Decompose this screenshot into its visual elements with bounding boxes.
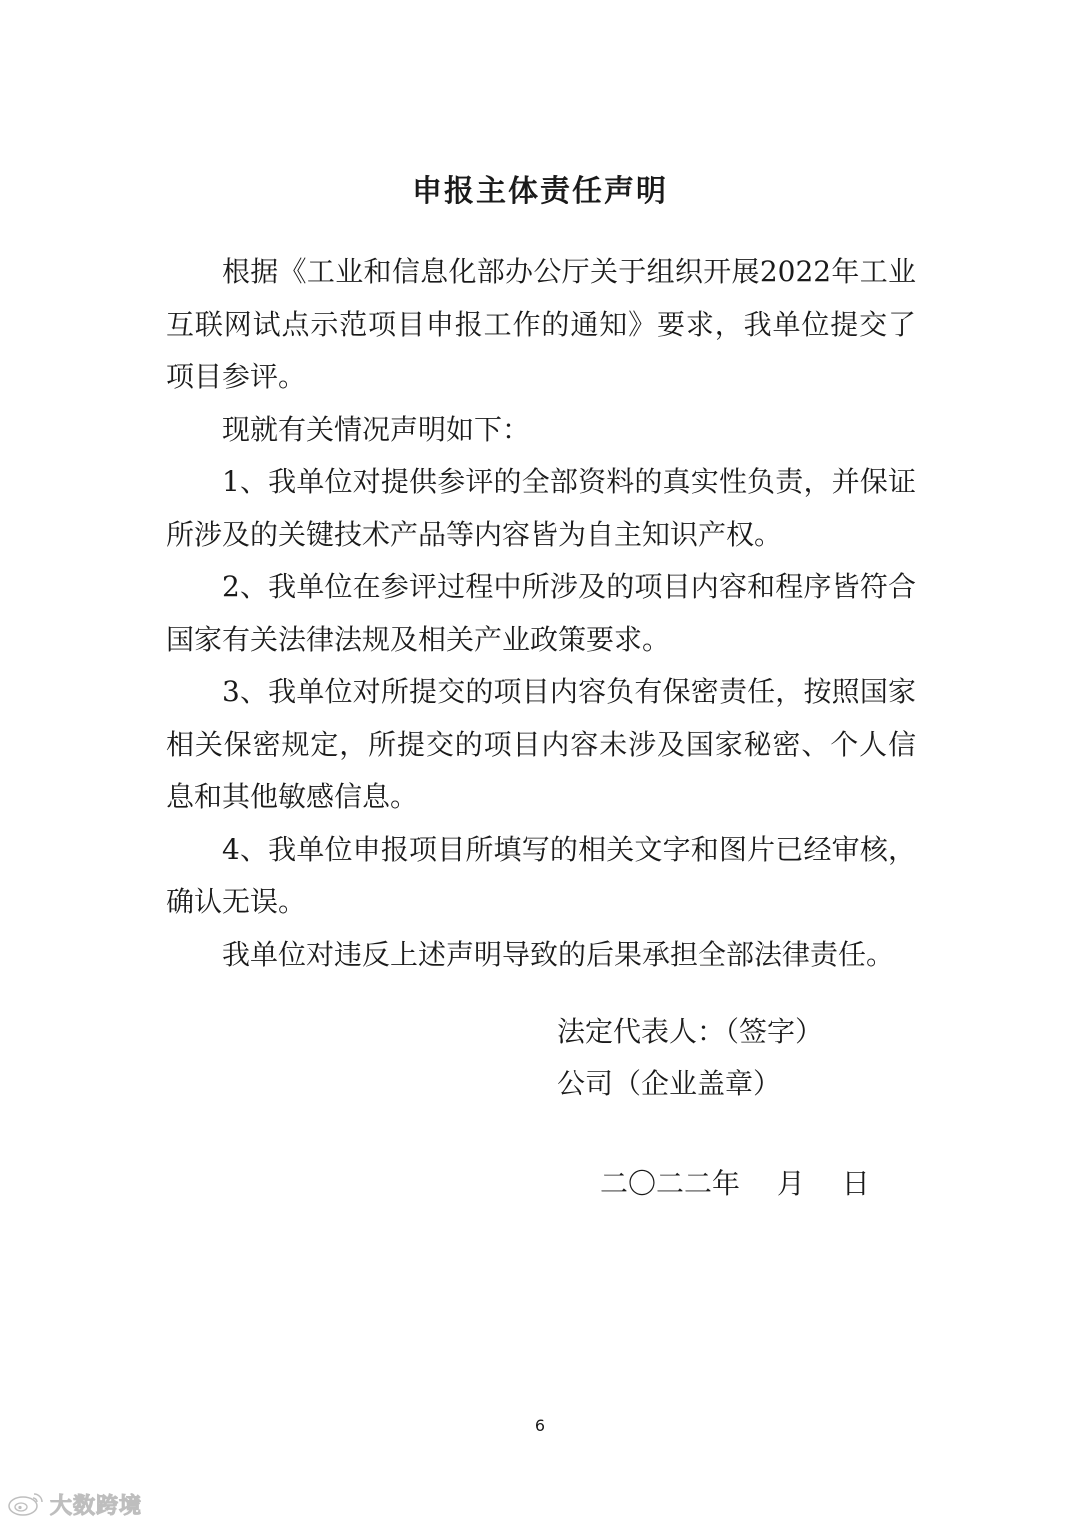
watermark <box>6 1488 142 1520</box>
signature-date: 二〇二二年 月 日 <box>600 1167 870 1200</box>
weibo-icon <box>6 1490 46 1518</box>
page-number: 6 <box>534 1416 546 1435</box>
watermark-text: 大数跨境 <box>50 1493 143 1519</box>
paragraph-item-2: 2、我单位在参评过程中所涉及的项目内容和程序皆符合国家有关法律法规及相关产业政策要求。 <box>166 570 916 656</box>
paragraph-closing: 我单位对违反上述声明导致的后果承担全部法律责任。 <box>222 937 895 971</box>
declaration-body <box>166 246 916 981</box>
paragraph-item-4: 4、我单位申报项目所填写的相关文字和图片已经审核，确认无误。 <box>166 832 916 918</box>
paragraph-statement-lead: 现就有关情况声明如下： <box>222 412 531 446</box>
signature-company-seal: 公司（企业盖章） <box>557 1067 782 1100</box>
paragraph-item-1: 1、我单位对提供参评的全部资料的真实性负责，并保证所涉及的关键技术产品等内容皆为自主知识产权。 <box>166 465 916 551</box>
paragraph-intro: 根据《工业和信息化部办公厅关于组织开展2022年工业互联网试点示范项目申报工作的通知》要求，我单位提交了项目参评。 <box>166 255 916 393</box>
document-title: 申报主体责任声明 <box>412 174 668 209</box>
signature-representative: 法定代表人：（签字） <box>557 1015 824 1048</box>
paragraph-item-3: 3、我单位对所提交的项目内容负有保密责任，按照国家相关保密规定，所提交的项目内容未涉及国家秘密、个人信息和其他敏感信息。 <box>166 675 916 813</box>
